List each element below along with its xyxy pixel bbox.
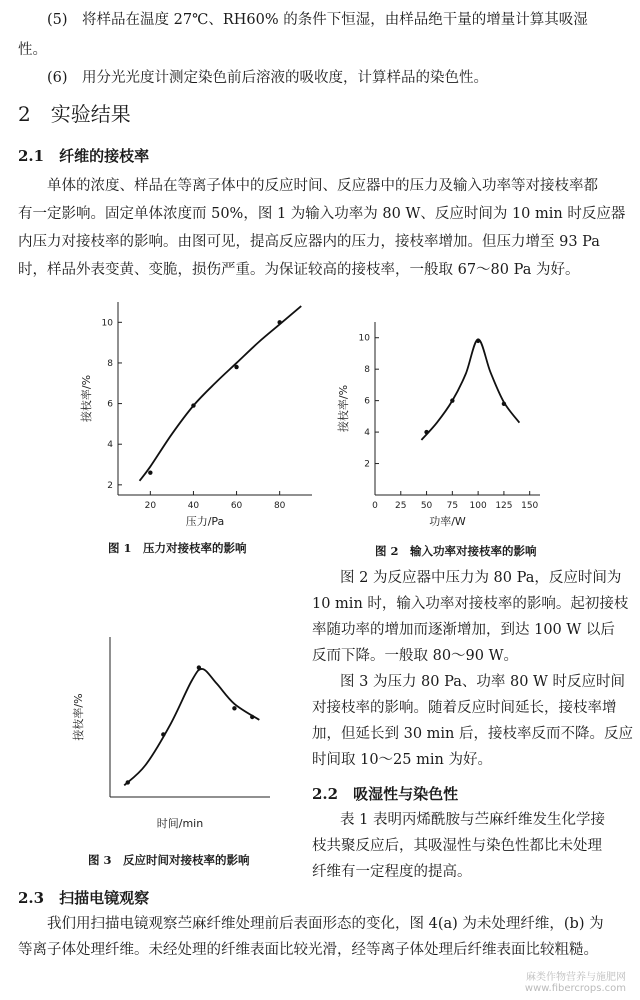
data-point bbox=[250, 715, 254, 719]
data-point bbox=[234, 365, 238, 369]
x-tick-label: 50 bbox=[420, 501, 433, 511]
para-5-line2: 性。 bbox=[18, 42, 47, 58]
para-fig3-line2: 对接枝率的影响。随着反应时间延长，接枝率增 bbox=[312, 700, 617, 716]
y-tick-label: 2 bbox=[364, 459, 370, 470]
data-point bbox=[126, 780, 130, 784]
figure-3-caption: 图 3 反应时间对接枝率的影响 bbox=[88, 853, 250, 867]
y-axis-label: 接枝率/% bbox=[80, 374, 93, 423]
data-point bbox=[197, 665, 201, 669]
para-22-line2: 枝共聚反应后，其吸湿性与染色性都比未处理 bbox=[312, 838, 602, 854]
curve-line bbox=[421, 339, 519, 440]
para-21-line4: 时，样品外表变黄、变脆，损伤严重。为保证较高的接枝率，一般取 67～80 Pa 为好。 bbox=[18, 262, 580, 278]
para-23-line1: 我们用扫描电镜观察苎麻纤维处理前后表面形态的变化，图 4(a) 为未处理纤维，(b) 为 bbox=[47, 916, 604, 932]
data-point bbox=[191, 403, 195, 407]
y-tick-label: 6 bbox=[107, 399, 113, 410]
para-22-line3: 纤维有一定程度的提高。 bbox=[312, 864, 472, 880]
data-point bbox=[161, 732, 165, 736]
y-tick-label: 6 bbox=[364, 396, 370, 407]
y-tick-label: 10 bbox=[358, 333, 370, 344]
para-23-line2: 等离子体处理纤维。未经处理的纤维表面比较光滑，经等离子体处理后纤维表面比较粗糙。 bbox=[18, 942, 598, 958]
para-6: (6) 用分光光度计测定染色前后溶液的吸收度，计算样品的染色性。 bbox=[47, 70, 489, 86]
x-tick-label: 25 bbox=[395, 501, 407, 511]
x-axis-label: 压力/Pa bbox=[185, 515, 225, 528]
para-21-line2: 有一定影响。固定单体浓度而 50%，图 1 为输入功率为 80 W、反应时间为 10 min 时反应器 bbox=[18, 206, 626, 222]
x-tick-label: 125 bbox=[495, 501, 513, 511]
x-tick-label: 20 bbox=[144, 501, 157, 511]
y-axis-label: 接枝率/% bbox=[337, 384, 350, 433]
y-tick-label: 10 bbox=[101, 318, 113, 329]
y-tick-label: 4 bbox=[107, 440, 113, 451]
para-fig2-line4: 反而下降。一般取 80～90 W。 bbox=[312, 648, 519, 664]
para-22-line1: 表 1 表明丙烯酰胺与苎麻纤维发生化学接 bbox=[340, 812, 605, 828]
y-axis-label: 接枝率/% bbox=[72, 693, 85, 741]
x-axis-label: 功率/W bbox=[429, 515, 466, 528]
data-point bbox=[450, 398, 454, 402]
x-tick-label: 80 bbox=[273, 501, 286, 511]
watermark-line2: www.fibercrops.com bbox=[524, 983, 626, 994]
x-tick-label: 0 bbox=[372, 501, 378, 511]
x-tick-label: 75 bbox=[446, 501, 459, 511]
data-point bbox=[148, 470, 152, 474]
para-21-line3: 内压力对接枝率的影响。由图可见，提高反应器内的压力，接枝率增加。但压力增至 93 Pa bbox=[18, 234, 600, 250]
para-5-line1: (5) 将样品在温度 27℃、RH60% 的条件下恒湿，由样品绝干量的增量计算其吸湿 bbox=[47, 12, 588, 28]
section-2-3-heading: 2.3 扫描电镜观察 bbox=[18, 889, 150, 907]
section-2-1-heading: 2.1 纤维的接枝率 bbox=[18, 147, 150, 165]
y-tick-label: 8 bbox=[107, 358, 113, 369]
para-21-line1: 单体的浓度、样品在等离子体中的反应时间、反应器中的压力及输入功率等对接枝率都 bbox=[47, 178, 598, 194]
section-2-heading: 2 实验结果 bbox=[18, 102, 131, 126]
x-tick-label: 100 bbox=[469, 501, 487, 511]
data-point bbox=[232, 706, 236, 710]
para-fig2-line1: 图 2 为反应器中压力为 80 Pa，反应时间为 bbox=[340, 570, 622, 586]
curve-line bbox=[140, 306, 302, 481]
x-tick-label: 60 bbox=[230, 501, 243, 511]
data-point bbox=[277, 320, 281, 324]
para-fig3-line4: 时间取 10～25 min 为好。 bbox=[312, 752, 492, 768]
figure-3-chart bbox=[70, 625, 280, 835]
data-point bbox=[502, 402, 506, 406]
watermark-line1: 麻类作物营养与施肥网 bbox=[526, 972, 626, 983]
para-fig2-line2: 10 min 时，输入功率对接枝率的影响。起初接枝 bbox=[312, 596, 629, 612]
data-point bbox=[424, 430, 428, 434]
data-point bbox=[476, 339, 480, 343]
para-fig3-line3: 加，但延长到 30 min 后，接枝率反而不降。反应 bbox=[312, 726, 634, 742]
y-tick-label: 2 bbox=[107, 480, 113, 491]
figure-2-chart bbox=[335, 300, 555, 540]
figure-1-chart bbox=[60, 290, 330, 530]
x-tick-label: 40 bbox=[187, 501, 200, 511]
figure-2-caption: 图 2 输入功率对接枝率的影响 bbox=[375, 544, 537, 558]
para-fig3-line1: 图 3 为压力 80 Pa、功率 80 W 时反应时间 bbox=[340, 674, 626, 690]
x-tick-label: 150 bbox=[521, 501, 539, 511]
section-2-2-heading: 2.2 吸湿性与染色性 bbox=[312, 785, 459, 803]
x-axis-label: 时间/min bbox=[156, 817, 204, 830]
y-tick-label: 4 bbox=[364, 428, 370, 439]
curve-line bbox=[124, 669, 259, 785]
para-fig2-line3: 率随功率的增加而逐渐增加，到达 100 W 以后 bbox=[312, 622, 615, 638]
y-tick-label: 8 bbox=[364, 365, 370, 376]
figure-1-caption: 图 1 压力对接枝率的影响 bbox=[108, 541, 247, 555]
